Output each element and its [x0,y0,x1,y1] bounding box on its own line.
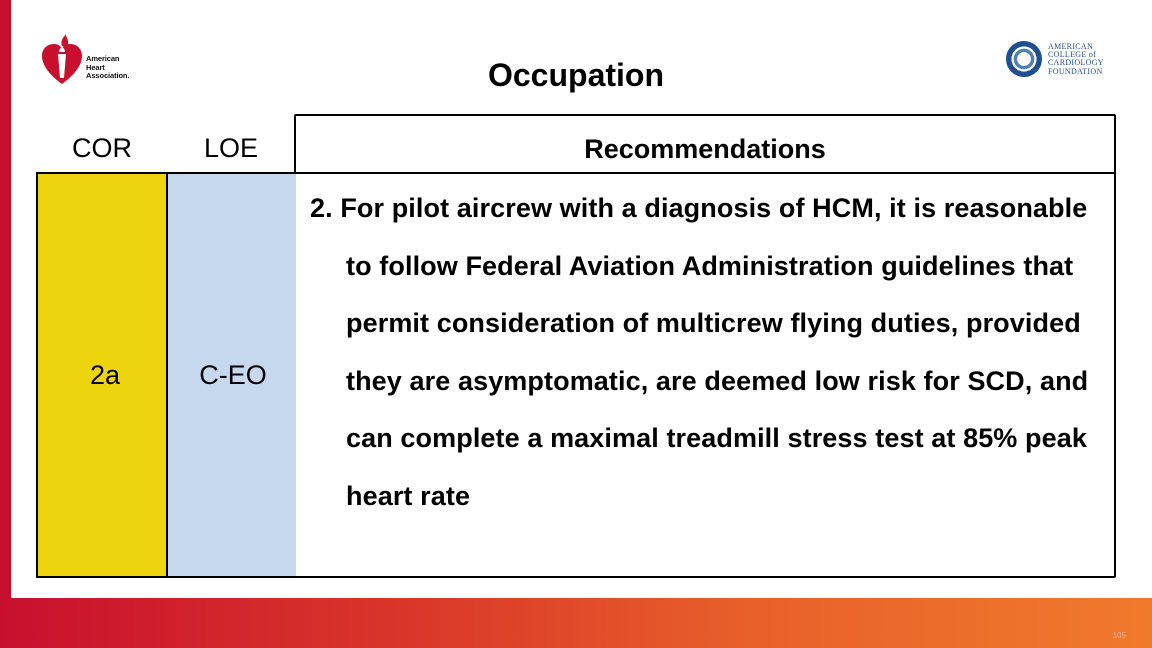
cor-cell [36,172,166,578]
acc-line-3: CARDIOLOGY [1048,58,1104,68]
header-cor: COR [72,133,132,163]
loe-cell [166,172,296,578]
aha-line-1: American [86,54,120,63]
header-loe: LOE [204,133,259,163]
cor-value: 2a [89,359,121,390]
acc-line-4: FOUNDATION [1048,66,1103,76]
slide-title-text: Occupation [487,57,664,93]
acc-line-1: AMERICAN [1048,42,1094,51]
recommendation-text: 2. For pilot aircrew with a diagnosis of HCM, it is reasonable to follow Federal Aviation Administration guidelines that permit consideration of multicrew flying duties, provided they are asymptomatic, are deemed low risk for SCD, and can complete a maximal treadmill stress test at 85% peak heart rate [310,193,1089,511]
header-divider [296,172,1114,174]
aha-line-3: Association. [86,71,130,80]
slide-number: 105 [1112,631,1126,640]
header-recommendations: Recommendations [584,134,826,164]
aha-line-2: Heart [86,62,105,72]
loe-value: C-EO [199,359,267,390]
footer-gradient-band [0,598,1152,648]
acc-line-2: COLLEGE of [1048,50,1097,60]
